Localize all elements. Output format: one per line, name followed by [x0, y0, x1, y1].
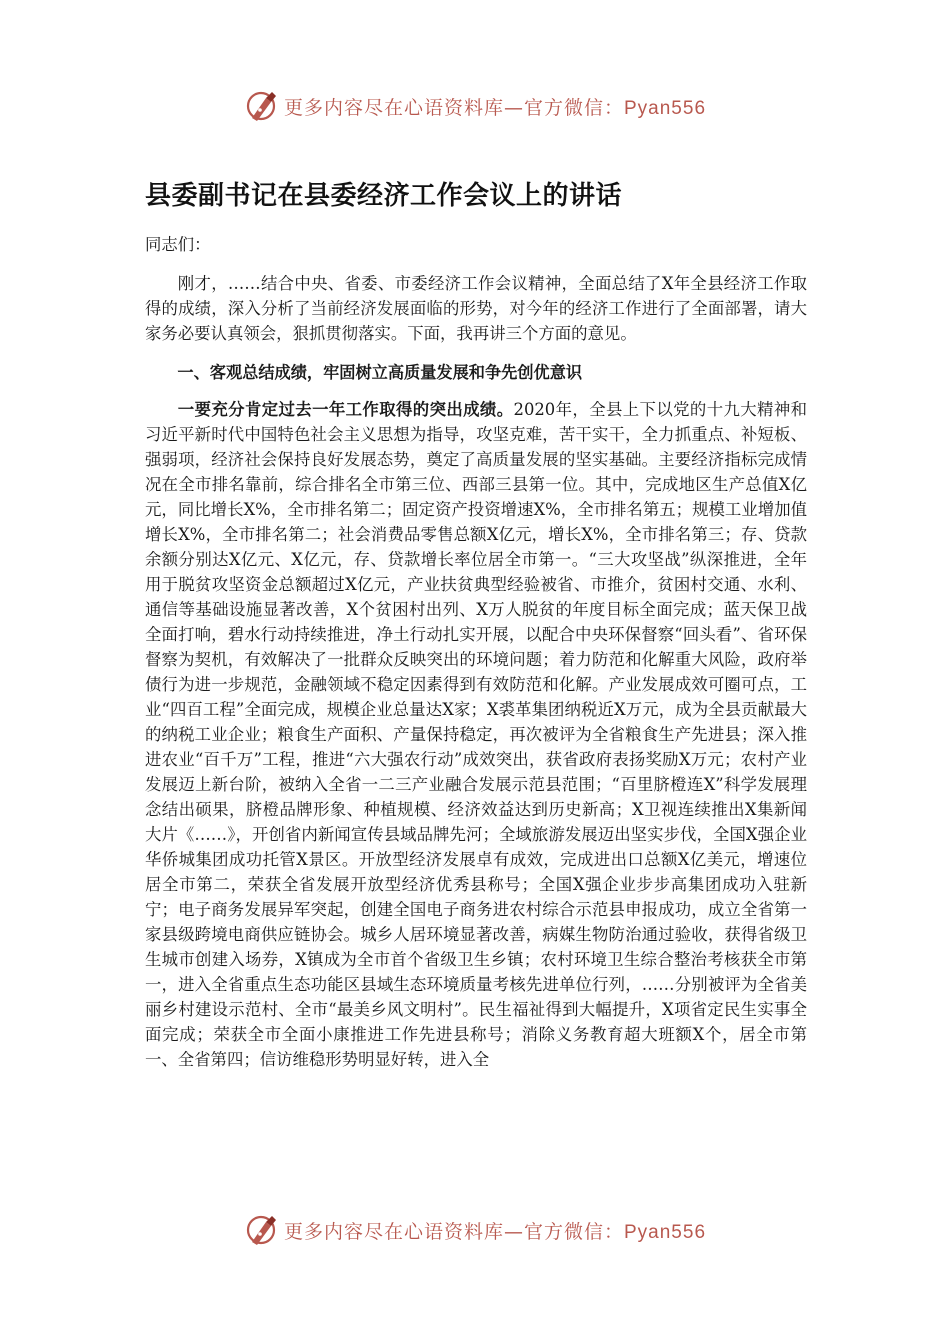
- paragraph-lead: 一要充分肯定过去一年工作取得的突出成绩。: [177, 400, 514, 419]
- paragraph-text: 2020年，全县上下以党的十九大精神和习近平新时代中国特色社会主义思想为指导，攻坚克难，苦干实干，全力抓重点、补短板、强弱项，经济社会保持良好发展态势，奠定了高质量发展的坚实基础。主要经济指标完成情况在全市排名靠前，综合排名全市第三位、西部三县第一位。其中，完成地区生产总值X亿元，同比增长X%，全市排名第二；固定资产投资增速X%，全市排名第五；规模工业增加值增长X%，全市排名第二；社会消费品零售总额X亿元，增长X%，全市排名第三；存、贷款余额分别达X亿元、X亿元，存、贷款增长率位居全市第一。“三大攻坚战”纵深推进，全年用于脱贫攻坚资金总额超过X亿元，产业扶贫典型经验被省、市推介，贫困村交通、水利、通信等基础设施显著改善，X个贫困村出列、X万人脱贫的年度目标全面完成；蓝天保卫战全面打响，碧水行动持续推进，净土行动扎实开展，以配合中央环保督察“回头看”、省环保督察为契机，有效解决了一批群众反映突出的环境问题；着力防范和化解重大风险，政府举债行为进一步规范，金融领域不稳定因素得到有效防范和化解。产业发展成效可圈可点，工业“四百工程”全面完成，规模企业总量达X家；X裘革集团纳税近X万元，成为全县贡献最大的纳税工业企业；粮食生产面积、产量保持稳定，再次被评为全省粮食生产先进县；深入推进农业“百千万”工程，推进“六大强农行动”成效突出，获省政府表扬奖励X万元；农村产业发展迈上新台阶，被纳入全省一二三产业融合发展示范县范围；“百里脐橙连X”科学发展理念结出硕果，脐橙品牌形象、种植规模、经济效益达到历史新高；X卫视连续推出X集新闻大片《……》，开创省内新闻宣传县域品牌先河；全域旅游发展迈出坚实步伐，全国X强企业华侨城集团成功托管X景区。开放型经济发展卓有成效，完成进出口总额X亿美元，增速位居全市第二，荣获全省发展开放型经济优秀县称号；全国X强企业步步高集团成功入驻新宁；电子商务发展异军突起，创建全国电子商务进农村综合示范县申报成功，成立全省第一家县级跨境电商供应链协会。城乡人居环境显著改善，病媒生物防治通过验收，获得省级卫生城市创建入场券，X镇成为全市首个省级卫生乡镇；农村环境卫生综合整治考核获全市第一，进入全省重点生态功能区县域生态环境质量考核先进单位行列，……分别被评为全省美丽乡村建设示范村、全市“最美乡风文明村”。民生福祉得到大幅提升，X项省定民生实事全面完成；荣获全市全面小康推进工作先进县称号；消除义务教育超大班额X个，居全市第一、全省第四；信访维稳形势明显好转，进入全: [145, 400, 808, 1069]
- section-heading: 一、客观总结成绩，牢固树立高质量发展和争先创优意识: [177, 363, 583, 382]
- document-page: [145, 170, 807, 1072]
- watermark-banner-top: [0, 84, 950, 128]
- intro-paragraph: 刚才，……结合中央、省委、市委经济工作会议精神，全面总结了X年全县经济工作取得的成绩，深入分析了当前经济发展面临的形势，对今年的经济工作进行了全面部署，请大家务必要认真领会，狠抓贯彻落实。下面，我再讲三个方面的意见。: [145, 274, 807, 343]
- pen-nib-icon: [244, 1212, 280, 1248]
- watermark-text: 更多内容尽在心语资料库—官方微信：Pyan556: [283, 1220, 707, 1243]
- document-title: 县委副书记在县委经济工作会议上的讲话: [145, 181, 623, 211]
- greeting: 同志们：: [145, 235, 211, 254]
- watermark-text: 更多内容尽在心语资料库—官方微信：Pyan556: [283, 96, 707, 119]
- section-paragraph: [145, 397, 807, 1072]
- watermark-banner-bottom: [0, 1208, 950, 1252]
- pen-nib-icon: [244, 88, 280, 124]
